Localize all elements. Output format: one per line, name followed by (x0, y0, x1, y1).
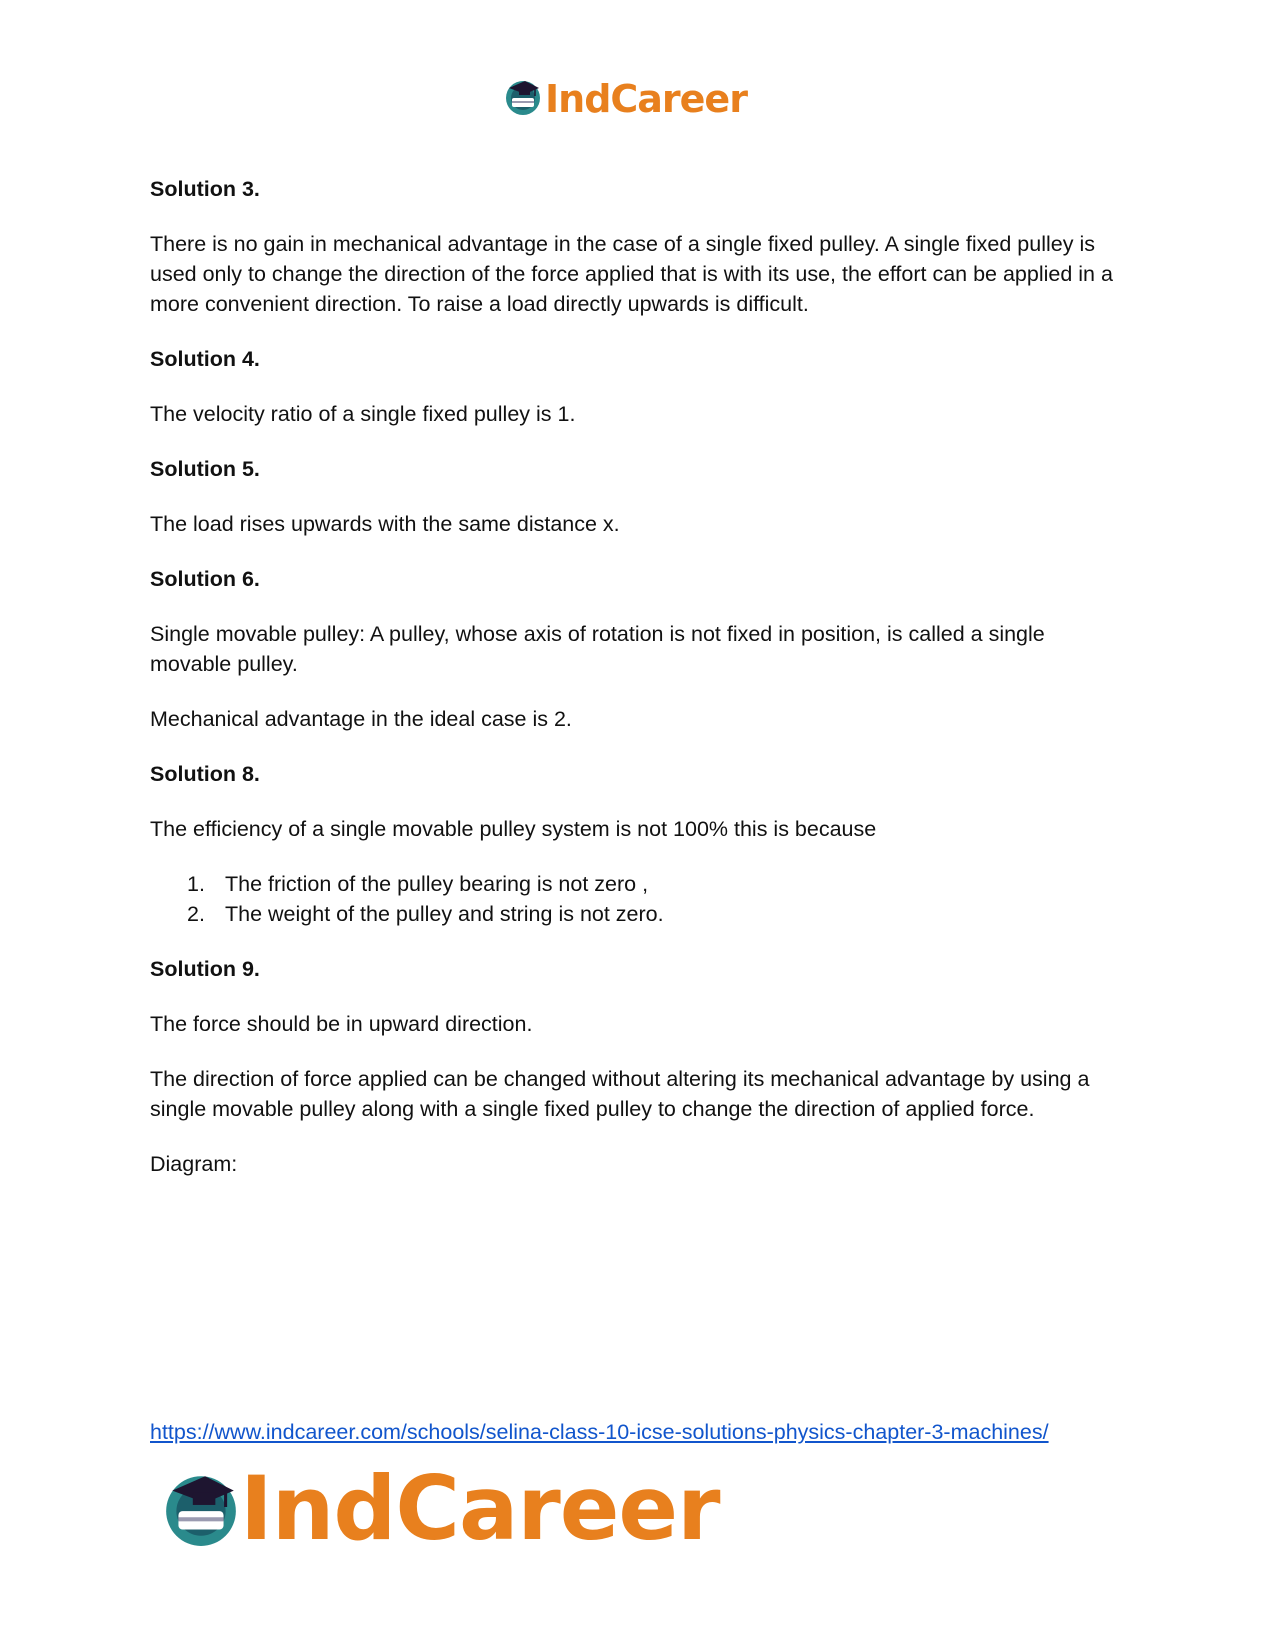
list-number: 2. (187, 902, 205, 926)
heading: Solution 5. (150, 457, 260, 481)
heading: Solution 4. (150, 347, 260, 371)
heading: Solution 8. (150, 762, 260, 786)
paragraph: Mechanical advantage in the ideal case is 2. (150, 707, 572, 731)
header-logo (503, 76, 747, 121)
paragraph: Diagram: (150, 1152, 238, 1176)
paragraph: The efficiency of a single movable pulley system is not 100% this is because (150, 817, 877, 841)
heading: Solution 9. (150, 957, 260, 981)
list-item (150, 869, 1130, 899)
list-item-text: The friction of the pulley bearing is not zero , (225, 872, 649, 896)
brand-name: IndCareer (240, 1457, 720, 1560)
paragraph: The velocity ratio of a single fixed pulley is 1. (150, 402, 576, 426)
numbered-list (150, 869, 1130, 929)
graduation-cap-globe-icon (160, 1466, 242, 1553)
paragraph: The force should be in upward direction. (150, 1012, 533, 1036)
list-item-text: The weight of the pulley and string is not zero. (225, 902, 664, 926)
list-number: 1. (187, 872, 205, 896)
footer-logo (160, 1457, 720, 1560)
source-link[interactable]: https://www.indcareer.com/schools/selina-class-10-icse-solutions-physics-chapter-3-machines/ (150, 1420, 1049, 1444)
paragraph: The load rises upwards with the same distance x. (150, 512, 620, 536)
document-body (150, 174, 1130, 1204)
paragraph: There is no gain in mechanical advantage in the case of a single fixed pulley. A single fixed pulley is used only to change the direction of the force applied that is with its use, the effort can be applied in a more convenient direction. To raise a load directly upwards is difficult. (150, 232, 1113, 316)
paragraph: The direction of force applied can be changed without altering its mechanical advantage by using a single movable pulley along with a single fixed pulley to change the direction of applied force. (150, 1067, 1090, 1121)
list-item (150, 899, 1130, 929)
brand-name: IndCareer (545, 76, 747, 121)
heading: Solution 6. (150, 567, 260, 591)
heading: Solution 3. (150, 177, 260, 201)
paragraph: Single movable pulley: A pulley, whose axis of rotation is not fixed in position, is called a single movable pulley. (150, 622, 1045, 676)
graduation-cap-globe-icon (503, 76, 543, 121)
